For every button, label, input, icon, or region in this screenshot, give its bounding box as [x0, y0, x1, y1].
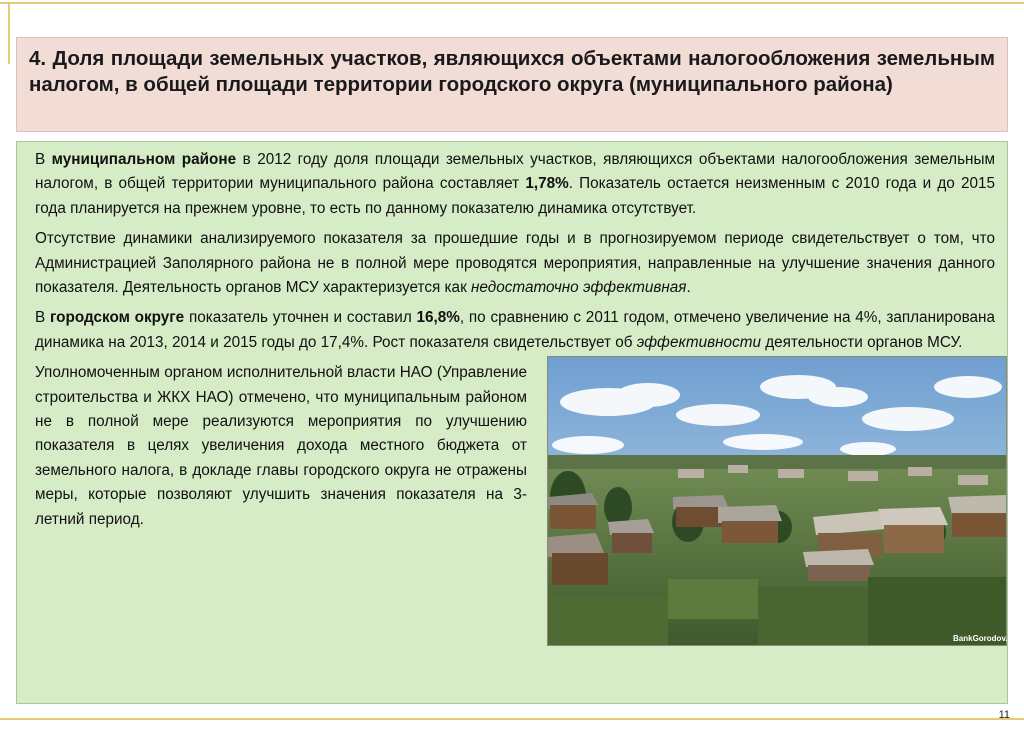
paragraph-municipal-district: [35, 148, 995, 221]
village-photo-image: [548, 357, 1020, 645]
term-city-district: городском округе: [49, 309, 185, 327]
text-run: В: [35, 151, 52, 168]
content-panel: [16, 141, 1020, 704]
assessment-insufficient: недостаточно эффективная: [471, 279, 687, 297]
top-accent-line: [0, 2, 1024, 4]
village-photo: [547, 356, 1020, 646]
page-number: 11: [998, 709, 1010, 721]
text-run: , по сравнению с 2011 годом, отмечено увеличение на 4%, запланирована динамика на 2013, 2014 и 2015 годы до 17,4%. Рост показателя свидетельствует об: [35, 309, 995, 351]
assessment-effective: эффективности: [636, 333, 761, 351]
paragraph-no-dynamics: [35, 227, 995, 300]
text-run: .: [686, 279, 691, 297]
text-run: В: [35, 309, 50, 327]
text-run: . Показатель остается неизменным с 2010 года и до 2015 года планируется на прежнем уровне, то есть по данному показателю динамика отсутствует.: [35, 175, 995, 217]
value-city-share: 16,8%: [416, 309, 460, 327]
bottom-accent-line: [0, 718, 1024, 720]
text-run: показатель уточнен и составил: [184, 309, 417, 327]
term-municipal-district: муниципальном районе: [51, 151, 237, 168]
left-accent-line: [8, 4, 10, 64]
text-run: в 2012 году доля площади земельных участков, являющихся объектами налогообложения земельным налогом, в общей территории муниципального района составляет: [35, 151, 995, 193]
slide-title: 4. Доля площади земельных участков, являющихся объектами налогообложения земельным налогом, в общей площади территории городского округа (муниципального района): [29, 47, 995, 96]
text-run: Отсутствие динамики анализируемого показателя за прошедшие годы и в прогнозируемом периоде свидетельствует о том, что Администрацией Заполярного района не в полной мере проводятся мероприятия, направленные на улучшение значения данного показателя. Деятельность органов МСУ характеризуется как: [35, 230, 995, 297]
title-panel: [16, 37, 1008, 132]
photo-watermark: BankGorodov.RU: [953, 634, 1020, 644]
value-district-share: 1,78%: [525, 175, 569, 193]
text-run: деятельности органов МСУ.: [760, 333, 963, 351]
paragraph-authority-note: Уполномоченным органом исполнительной власти НАО (Управление строительства и ЖКХ НАО) отмечено, что муниципальным районом не в полной мере реализуются мероприятия по улучшению показателя в целях увеличения дохода местного бюджета от земельного налога, в докладе главы городского округа не отражены меры, которые позволяют улучшить значения показателя на 3-летний период.: [35, 364, 527, 528]
